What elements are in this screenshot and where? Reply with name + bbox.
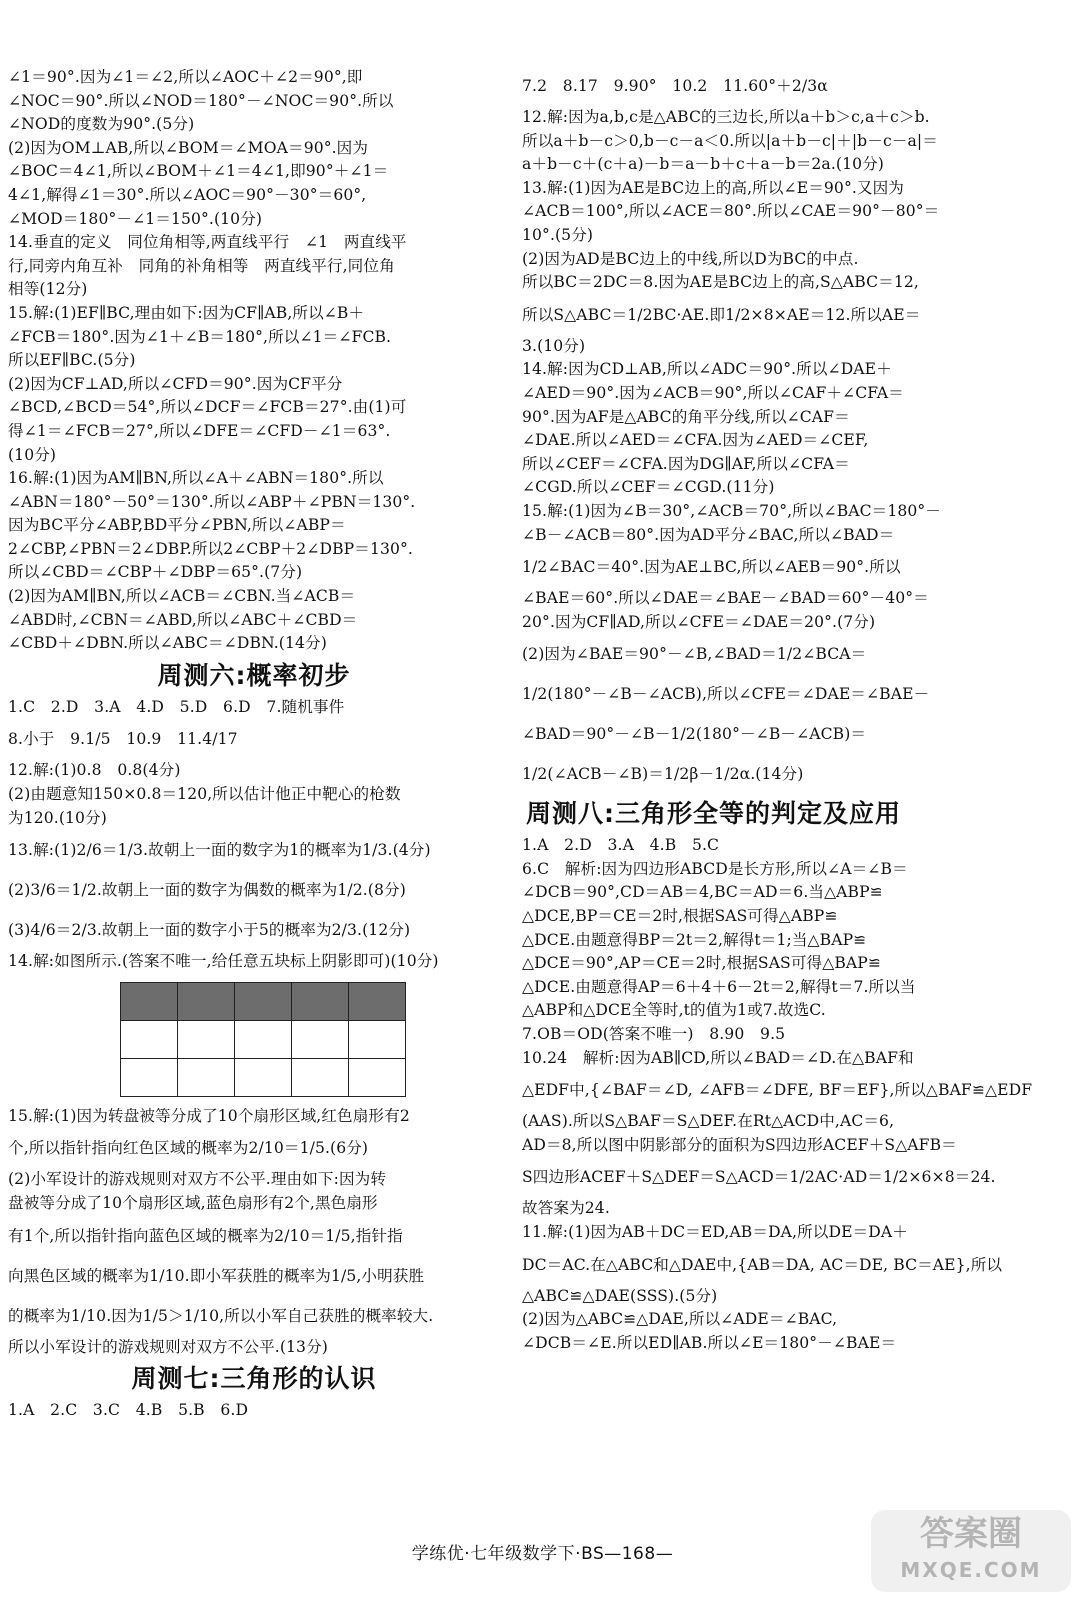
text-line: DC＝AC.在△ABC和△DAE中,{AB＝DA, AC＝DE, BC＝AE},所以	[522, 1255, 1003, 1274]
text-line: 所以小军设计的游戏规则对双方不公平.(13分)	[8, 1337, 328, 1356]
text-line: △ABC≌△DAE(SSS).(5分)	[522, 1286, 718, 1305]
left-block-2	[8, 696, 500, 974]
text-line: 所以a＋b－c＞0,b－c－a＜0.所以|a＋b－c|＋|b－c－a|＝	[522, 131, 938, 150]
grid-cell-shaded	[349, 982, 406, 1020]
left-block-4	[8, 1399, 500, 1423]
section-heading-8: 周测八:三角形全等的判定及应用	[526, 799, 901, 829]
text-line: 所以BC＝2DC＝8.因为AE是BC边上的高,S△ABC＝12,	[522, 273, 919, 292]
text-line: (AAS).所以S△BAF＝S△DEF.在Rt△ACD中,AC＝6,	[522, 1112, 895, 1131]
text-line: 90°.因为AF是△ABC的角平分线,所以∠CAF＝	[522, 407, 850, 426]
right-block-2	[522, 834, 1066, 1355]
text-line: 14.垂直的定义 同位角相等,两直线平行 ∠1 两直线平	[8, 233, 407, 252]
text-line: 20°.因为CF∥AD,所以∠CFE＝∠DAE＝20°.(7分)	[522, 612, 876, 631]
text-line: (2)因为CF⊥AD,所以∠CFD＝90°.因为CF平分	[8, 374, 343, 393]
text-line: 8.小于 9.1/5 10.9 11.4/17	[8, 730, 238, 749]
text-line: S四边形ACEF＋S△DEF＝S△ACD＝1/2AC·AD＝1/2×6×8＝24.	[522, 1168, 996, 1187]
left-block-3	[8, 1105, 500, 1359]
text-line: 个,所以指针指向红色区域的概率为2/10＝1/5.(6分)	[8, 1139, 369, 1158]
text-line: 13.解:(1)2/6＝1/3.故朝上一面的数字为1的概率为1/3.(4分)	[8, 841, 431, 860]
grid-cell-shaded	[121, 982, 178, 1020]
text-line: 故答案为24.	[522, 1199, 610, 1218]
text-line: (2)因为△ABC≌△DAE,所以∠ADE＝∠BAC,	[522, 1310, 838, 1329]
text-line: 12.解:因为a,b,c是△ABC的三边长,所以a＋b＞c,a＋c＞b.	[522, 108, 930, 126]
text-line: ∠BAD＝90°－∠B－1/2(180°－∠B－∠ACB)＝	[522, 725, 867, 744]
left-block-1	[8, 66, 500, 656]
text-line: 14.解:如图所示.(答案不唯一,给任意五块标上阴影即可)(10分)	[8, 952, 439, 971]
text-line: 所以∠CBD＝∠CBP＋∠DBP＝65°.(7分)	[8, 563, 303, 582]
text-line: 的概率为1/10.因为1/5＞1/10,所以小军自己获胜的概率较大.	[8, 1306, 434, 1325]
text-line: 为120.(10分)	[8, 808, 107, 827]
grid-cell-shaded	[292, 982, 349, 1020]
text-line: (3)4/6＝2/3.故朝上一面的数字小于5的概率为2/3.(12分)	[8, 921, 411, 940]
text-line: 盘被等分成了10个扇形区域,蓝色扇形有2个,黑色扇形	[8, 1194, 378, 1212]
grid-cell	[178, 1020, 235, 1058]
text-line: 15.解:(1)因为转盘被等分成了10个扇形区域,红色扇形有2	[8, 1106, 410, 1125]
grid-cell	[349, 1058, 406, 1096]
text-line: 16.解:(1)因为AM∥BN,所以∠A＋∠ABN＝180°.所以	[8, 469, 384, 488]
text-line: △ABP和△DCE全等时,t的值为1或7.故选C.	[522, 1001, 826, 1020]
text-line: 得∠1＝∠FCB＝27°,所以∠DFE＝∠CFD－∠1＝63°.	[8, 421, 391, 440]
text-line: ∠DAE.所以∠AED＝∠CFA.因为∠AED＝∠CEF,	[522, 431, 869, 450]
left-column	[8, 66, 500, 1423]
text-line: 10.24 解析:因为AB∥CD,所以∠BAD＝∠D.在△BAF和	[522, 1048, 914, 1067]
grid-cell-shaded	[178, 982, 235, 1020]
text-line: △EDF中,{∠BAF＝∠D, ∠AFB＝∠DFE, BF＝EF},所以△BAF≌△EDF	[522, 1081, 1033, 1100]
text-line: 3.(10分)	[522, 336, 586, 355]
text-line: 14.解:因为CD⊥AB,所以∠ADC＝90°.所以∠DAE＋	[522, 360, 892, 379]
grid-row	[121, 982, 406, 1020]
text-line: ∠AED＝90°.因为∠ACB＝90°,所以∠CAF＋∠CFA＝	[522, 383, 904, 402]
section-heading-6: 周测六:概率初步	[157, 660, 351, 690]
text-line: 15.解:(1)EF∥BC,理由如下:因为CF∥AB,所以∠B＋	[8, 303, 365, 322]
text-line: △DCE.由题意得AP＝6＋4＋6－2t＝2,解得t＝7.所以当	[522, 977, 916, 996]
text-line: AD＝8,所以图中阴影部分的面积为S四边形ACEF＋S△AFB＝	[522, 1135, 957, 1154]
text-line: 4∠1,解得∠1＝30°.所以∠AOC＝90°－30°＝60°,	[8, 185, 367, 204]
text-line: 所以∠CEF＝∠CFA.因为DG∥AF,所以∠CFA＝	[522, 454, 850, 473]
text-line: 1/2(∠ACB－∠B)＝1/2β－1/2α.(14分)	[522, 765, 804, 784]
text-line: 15.解:(1)因为∠B＝30°,∠ACB＝70°,所以∠BAC＝180°－	[522, 501, 941, 520]
text-line: ∠FCB＝180°.因为∠1＋∠B＝180°,所以∠1＝∠FCB.	[8, 327, 392, 346]
watermark-logo-text: 答案圈	[920, 1514, 1022, 1554]
text-line: 有1个,所以指针指向蓝色区域的概率为2/10＝1/5,指针指	[8, 1226, 403, 1245]
text-line: (10分)	[8, 445, 57, 464]
text-line: 相等(12分)	[8, 280, 88, 299]
section-heading-7: 周测七:三角形的认识	[131, 1364, 377, 1394]
text-line: △DCE,BP＝CE＝2时,根据SAS可得△ABP≌	[522, 907, 838, 926]
text-line: ∠CBD＋∠DBN.所以∠ABC＝∠DBN.(14分)	[8, 634, 327, 653]
text-line: ∠DCB＝∠E.所以ED∥AB.所以∠E＝180°－∠BAE＝	[522, 1333, 897, 1352]
grid-cell	[292, 1020, 349, 1058]
text-line: 行,同旁内角互补 同角的补角相等 两直线平行,同位角	[8, 256, 395, 275]
text-line: (2)因为AD是BC边上的中线,所以D为BC的中点.	[522, 249, 859, 268]
page-footer: 学练优·七年级数学下·BS—168—	[411, 1544, 674, 1564]
text-line: ∠CGD.所以∠CEF＝∠CGD.(11分)	[522, 478, 775, 497]
text-line: ∠BOC＝4∠1,所以∠BOM＋∠1＝4∠1,即90°＋∠1＝	[8, 162, 389, 181]
text-line: 所以EF∥BC.(5分)	[8, 351, 136, 370]
grid-cell	[121, 1058, 178, 1096]
grid-cell	[349, 1020, 406, 1058]
text-line: 10°.(5分)	[522, 225, 594, 244]
text-line: ∠NOD的度数为90°.(5分)	[8, 115, 195, 134]
text-line: ∠BAE＝60°.所以∠DAE＝∠BAE－∠BAD＝60°－40°＝	[522, 589, 929, 608]
text-line: 7.OB＝OD(答案不唯一) 8.90 9.5	[522, 1025, 786, 1044]
shading-grid	[120, 982, 406, 1097]
text-line: (2)由题意知150×0.8＝120,所以估计他正中靶心的枪数	[8, 785, 401, 804]
text-line: 1.C 2.D 3.A 4.D 5.D 6.D 7.随机事件	[8, 697, 345, 716]
grid-cell-shaded	[235, 982, 292, 1020]
text-line: 向黑色区域的概率为1/10.即小军获胜的概率为1/5,小明获胜	[8, 1266, 425, 1285]
text-line: ∠B－∠ACB＝80°.因为AD平分∠BAC,所以∠BAD＝	[522, 525, 895, 544]
grid-cell	[178, 1058, 235, 1096]
grid-row	[121, 1058, 406, 1096]
text-line: ∠ABN＝180°－50°＝130°.所以∠ABP＋∠PBN＝130°.	[8, 492, 416, 511]
text-line: 1.A 2.C 3.C 4.B 5.B 6.D	[8, 1401, 249, 1420]
text-line: 所以S△ABC＝1/2BC·AE.即1/2×8×AE＝12.所以AE＝	[522, 305, 921, 324]
shading-grid-figure	[8, 974, 500, 1105]
grid-cell	[121, 1020, 178, 1058]
watermark-logo	[871, 1510, 1071, 1592]
right-block-1	[522, 66, 1066, 794]
text-line: 7.2 8.17 9.90° 10.2 11.60°＋2/3α	[522, 77, 828, 95]
text-line: 2∠CBP,∠PBN＝2∠DBP.所以2∠CBP＋2∠DBP＝130°.	[8, 539, 413, 558]
text-line: ∠DCB＝90°,CD＝AB＝4,BC＝AD＝6.当△ABP≌	[522, 883, 883, 902]
text-line: ∠ACB＝100°,所以∠ACE＝80°.所以∠CAE＝90°－80°＝	[522, 202, 940, 221]
text-line: ∠NOC＝90°.所以∠NOD＝180°－∠NOC＝90°.所以	[8, 91, 394, 110]
text-line: 12.解:(1)0.8 0.8(4分)	[8, 761, 181, 780]
text-line: ∠BCD,∠BCD＝54°,所以∠DCF＝∠FCB＝27°.由(1)可	[8, 398, 407, 417]
text-line: (2)因为AM∥BN,所以∠ACB＝∠CBN.当∠ACB＝	[8, 587, 356, 606]
text-line: (2)因为∠BAE＝90°－∠B,∠BAD＝1/2∠BCA＝	[522, 645, 867, 664]
text-line: △DCE.由题意得BP＝2t＝2,解得t＝1;当△BAP≌	[522, 930, 867, 949]
text-line: 1/2(180°－∠B－∠ACB),所以∠CFE＝∠DAE＝∠BAE－	[522, 685, 930, 704]
text-line: (2)因为OM⊥AB,所以∠BOM＝∠MOA＝90°.因为	[8, 138, 369, 157]
grid-cell	[235, 1020, 292, 1058]
text-line: △DCE＝90°,AP＝CE＝2时,根据SAS可得△BAP≌	[522, 954, 881, 973]
right-column	[522, 66, 1066, 1355]
text-line: a＋b－c＋(c＋a)－b＝a－b＋c＋a－b＝2a.(10分)	[522, 155, 884, 174]
text-line: 因为BC平分∠ABP,BD平分∠PBN,所以∠ABP＝	[8, 516, 346, 535]
text-line: 6.C 解析:因为四边形ABCD是长方形,所以∠A＝∠B＝	[522, 859, 908, 878]
text-line: 1.A 2.D 3.A 4.B 5.C	[522, 836, 720, 855]
text-line: 11.解:(1)因为AB＋DC＝ED,AB＝DA,所以DE＝DA＋	[522, 1223, 908, 1241]
text-line: ∠ABD时,∠CBN＝∠ABD,所以∠ABC＋∠CBD＝	[8, 610, 358, 629]
text-line: (2)小军设计的游戏规则对双方不公平.理由如下:因为转	[8, 1170, 387, 1189]
text-line: ∠1＝90°.因为∠1＝∠2,所以∠AOC＋∠2＝90°,即	[8, 68, 363, 86]
text-line: 13.解:(1)因为AE是BC边上的高,所以∠E＝90°.又因为	[522, 178, 904, 197]
text-line: (2)3/6＝1/2.故朝上一面的数字为偶数的概率为1/2.(8分)	[8, 881, 406, 900]
grid-row	[121, 1020, 406, 1058]
text-line: ∠MOD＝180°－∠1＝150°.(10分)	[8, 209, 263, 228]
grid-cell	[292, 1058, 349, 1096]
text-line: 1/2∠BAC＝40°.因为AE⊥BC,所以∠AEB＝90°.所以	[522, 558, 901, 577]
watermark-site-text: MXQE.COM	[900, 1558, 1042, 1582]
grid-cell	[235, 1058, 292, 1096]
